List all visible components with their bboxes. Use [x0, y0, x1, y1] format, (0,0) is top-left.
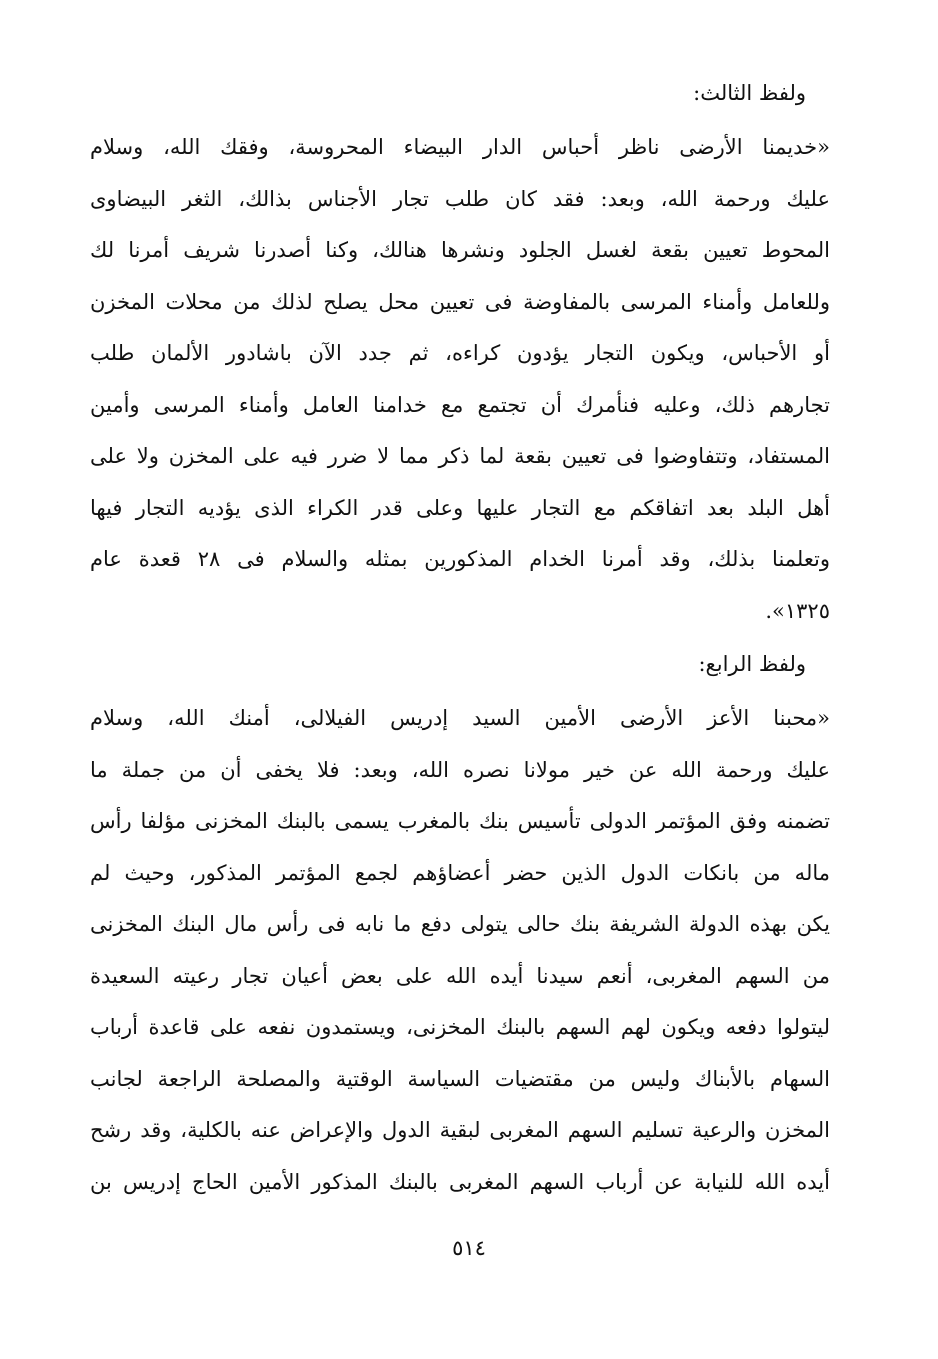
text-line: أو الأحباس، ويكون التجار يؤدون كراءه، ثم جدد الآن باشادور الألمان طلب	[90, 341, 830, 365]
section-heading-third: ولفظ الثالث:	[693, 81, 806, 105]
text-line: السهام بالأبناك وليس من مقتضيات السياسة الوقتية والمصلحة الراجعة لجانب	[90, 1066, 830, 1091]
text-line: تجارهم ذلك، وعليه فنأمرك أن تجتمع مع خدامنا العامل وأمناء المرسى وأمين	[90, 392, 830, 417]
text-line: ليتولوا دفعه ويكون لهم السهم بالبنك المخزنى، ويستمدون نفعه على قاعدة أرباب	[90, 1015, 830, 1039]
text-line: وتعلمنا بذلك، وقد أمرنا الخدام المذكورين بمثله والسلام فى ٢٨ قعدة عام	[90, 547, 830, 571]
document-page	[90, 78, 830, 1208]
text-line: يكن بهذه الدولة الشريفة بنك حالى يتولى دفع ما نابه فى رأس مال البنك المخزنى	[90, 912, 830, 936]
text-line: ١٣٢٥».	[765, 598, 830, 623]
text-line: المستفاد، وتتفاوضوا فى تعيين بقعة لما ذكر مما لا ضرر فيه على المخزن ولا على	[90, 444, 830, 468]
text-line: المحوط تعيين بقعة لغسل الجلود ونشرها هنالك، وكنا أصدرنا شريف أمرنا لك	[90, 238, 830, 262]
text-line: عليك ورحمة الله عن خير مولانا نصره الله، وبعد: فلا يخفى أن من جملة ما	[90, 757, 830, 782]
text-line: وللعامل وأمناء المرسى بالمفاوضة فى تعيين محل يصلح لذلك من محلات المخزن	[90, 289, 830, 314]
text-line: «خديمنا الأرضى ناظر أحباس الدار البيضاء المحروسة، وفقك الله، وسلام	[90, 135, 830, 159]
text-line: عليك ورحمة الله، وبعد: فقد كان طلب تجار الأجناس بذالك، الثغر البيضاوى	[90, 186, 830, 211]
text-line: أيده الله للنيابة عن أرباب السهم المغربى بالبنك المذكور الأمين الحاج إدريس بن	[90, 1169, 830, 1194]
section-heading-fourth: ولفظ الرابع:	[698, 652, 806, 676]
text-line: ماله من بانكات الدول الذين حضر أعضاؤهم لجمع المؤتمر المذكور، وحيث لم	[90, 860, 830, 885]
text-line: تضمنه وفق المؤتمر الدولى تأسيس بنك بالمغرب يسمى بالبنك المخزنى مؤلفا رأس	[90, 809, 830, 833]
text-line: المخزن والرعية تسليم السهم المغربى لبقية الدول والإعراض عنه بالكلية، وقد رشح	[90, 1118, 830, 1142]
text-line: أهل البلد بعد اتفاقكم مع التجار عليها وعلى قدر الكراء الذى يؤديه التجار فيها	[90, 495, 830, 520]
section-gap	[90, 637, 830, 649]
text-line: من السهم المغربى، أنعم سيدنا أيده الله على بعض أعيان تجار رعيته السعيدة	[90, 963, 830, 988]
text-line: «محبنا الأعز الأرضى الأمين السيد إدريس الفيلالى، أمنك الله، وسلام	[90, 706, 830, 730]
paragraph-third-letter	[90, 122, 830, 637]
paragraph-fourth-letter	[90, 693, 830, 1208]
page-number: ٥١٤	[452, 1236, 486, 1260]
